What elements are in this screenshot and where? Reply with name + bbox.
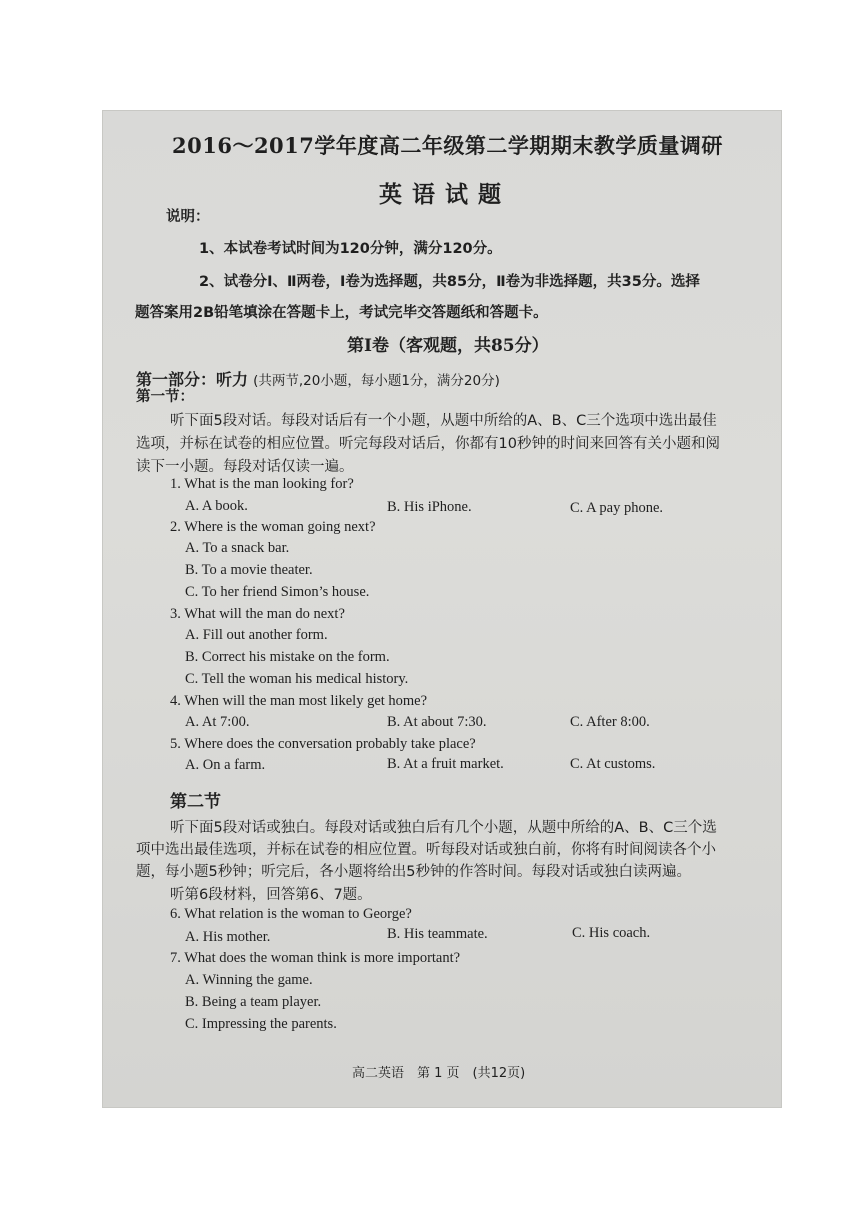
q4-stem: 4. When will the man most likely get home? — [170, 693, 428, 709]
exam-subtitle: 英语试题 — [379, 181, 511, 208]
q1-option-c: C. A pay phone. — [570, 500, 664, 516]
q6-option-c: C. His coach. — [572, 925, 651, 941]
q6-option-a: A. His mother. — [185, 929, 271, 945]
q3-option-b: B. Correct his mistake on the form. — [185, 649, 390, 665]
section2-directions-3: 题，每小题5秒钟；听完后，各小题将给出5秒钟的作答时间。每段对话或独白读两遍。 — [136, 864, 691, 880]
q2-option-c: C. To her friend Simon’s house. — [185, 584, 370, 600]
instruction-item-1: 1、本试卷考试时间为120分钟，满分120分。 — [199, 241, 502, 257]
exam-paper — [102, 110, 782, 1108]
instructions-label: 说明： — [166, 209, 210, 225]
section1-label: 第一节： — [136, 389, 194, 405]
q6-stem: 6. What relation is the woman to George? — [170, 906, 412, 922]
q3-stem: 3. What will the man do next? — [170, 606, 345, 622]
q4-option-a: A. At 7:00. — [185, 714, 250, 730]
q7-option-b: B. Being a team player. — [185, 994, 322, 1010]
q7-stem: 7. What does the woman think is more important? — [170, 950, 461, 966]
q3-option-a: A. Fill out another form. — [185, 627, 328, 643]
q5-option-b: B. At a fruit market. — [387, 756, 504, 772]
q4-option-c: C. After 8:00. — [570, 714, 650, 730]
q5-stem: 5. Where does the conversation probably take place? — [170, 736, 476, 752]
instruction-item-2-cont: 题答案用2B铅笔填涂在答题卡上，考试完毕交答题纸和答题卡。 — [135, 305, 548, 321]
q6-option-b: B. His teammate. — [387, 926, 488, 942]
page-footer: 高二英语 第 1 页 (共12页) — [352, 1066, 526, 1081]
volume1-heading: 第Ⅰ卷（客观题，共85分） — [347, 336, 549, 356]
q1-option-b: B. His iPhone. — [387, 499, 472, 515]
section1-directions-3: 读下一小题。每段对话仅读一遍。 — [136, 459, 354, 475]
q7-option-a: A. Winning the game. — [185, 972, 313, 988]
q1-option-a: A. A book. — [185, 498, 248, 514]
section2-directions-1: 听下面5段对话或独白。每段对话或独白后有几个小题，从题中所给的A、B、C三个选 — [170, 820, 717, 836]
q2-option-a: A. To a snack bar. — [185, 540, 290, 556]
part1-heading: 第一部分：听力 — [136, 370, 249, 389]
instruction-item-2: 2、试卷分Ⅰ、Ⅱ两卷，Ⅰ卷为选择题，共85分，Ⅱ卷为非选择题，共35分。选择 — [199, 274, 700, 290]
section2-heading: 第二节 — [170, 792, 221, 812]
q7-option-c: C. Impressing the parents. — [185, 1016, 337, 1032]
exam-title: 2016～2017学年度高二年级第二学期期末教学质量调研 — [172, 133, 723, 158]
q5-option-c: C. At customs. — [570, 756, 656, 772]
q2-option-b: B. To a movie theater. — [185, 562, 313, 578]
section1-directions-2: 选项，并标在试卷的相应位置。听完每段对话后，你都有10秒钟的时间来回答有关小题和阅 — [136, 436, 720, 452]
q5-option-a: A. On a farm. — [185, 757, 266, 773]
q1-stem: 1. What is the man looking for? — [170, 476, 354, 492]
q3-option-c: C. Tell the woman his medical history. — [185, 671, 409, 687]
section2-directions-2: 项中选出最佳选项，并标在试卷的相应位置。听每段对话或独白前，你将有时间阅读各个小 — [136, 842, 716, 858]
q2-stem: 2. Where is the woman going next? — [170, 519, 376, 535]
section1-directions-1: 听下面5段对话。每段对话后有一个小题，从题中所给的A、B、C三个选项中选出最佳 — [170, 413, 717, 429]
material-6-label: 听第6段材料，回答第6、7题。 — [170, 887, 372, 903]
part1-note: (共两节,20小题，每小题1分，满分20分) — [253, 373, 500, 389]
q4-option-b: B. At about 7:30. — [387, 714, 487, 730]
